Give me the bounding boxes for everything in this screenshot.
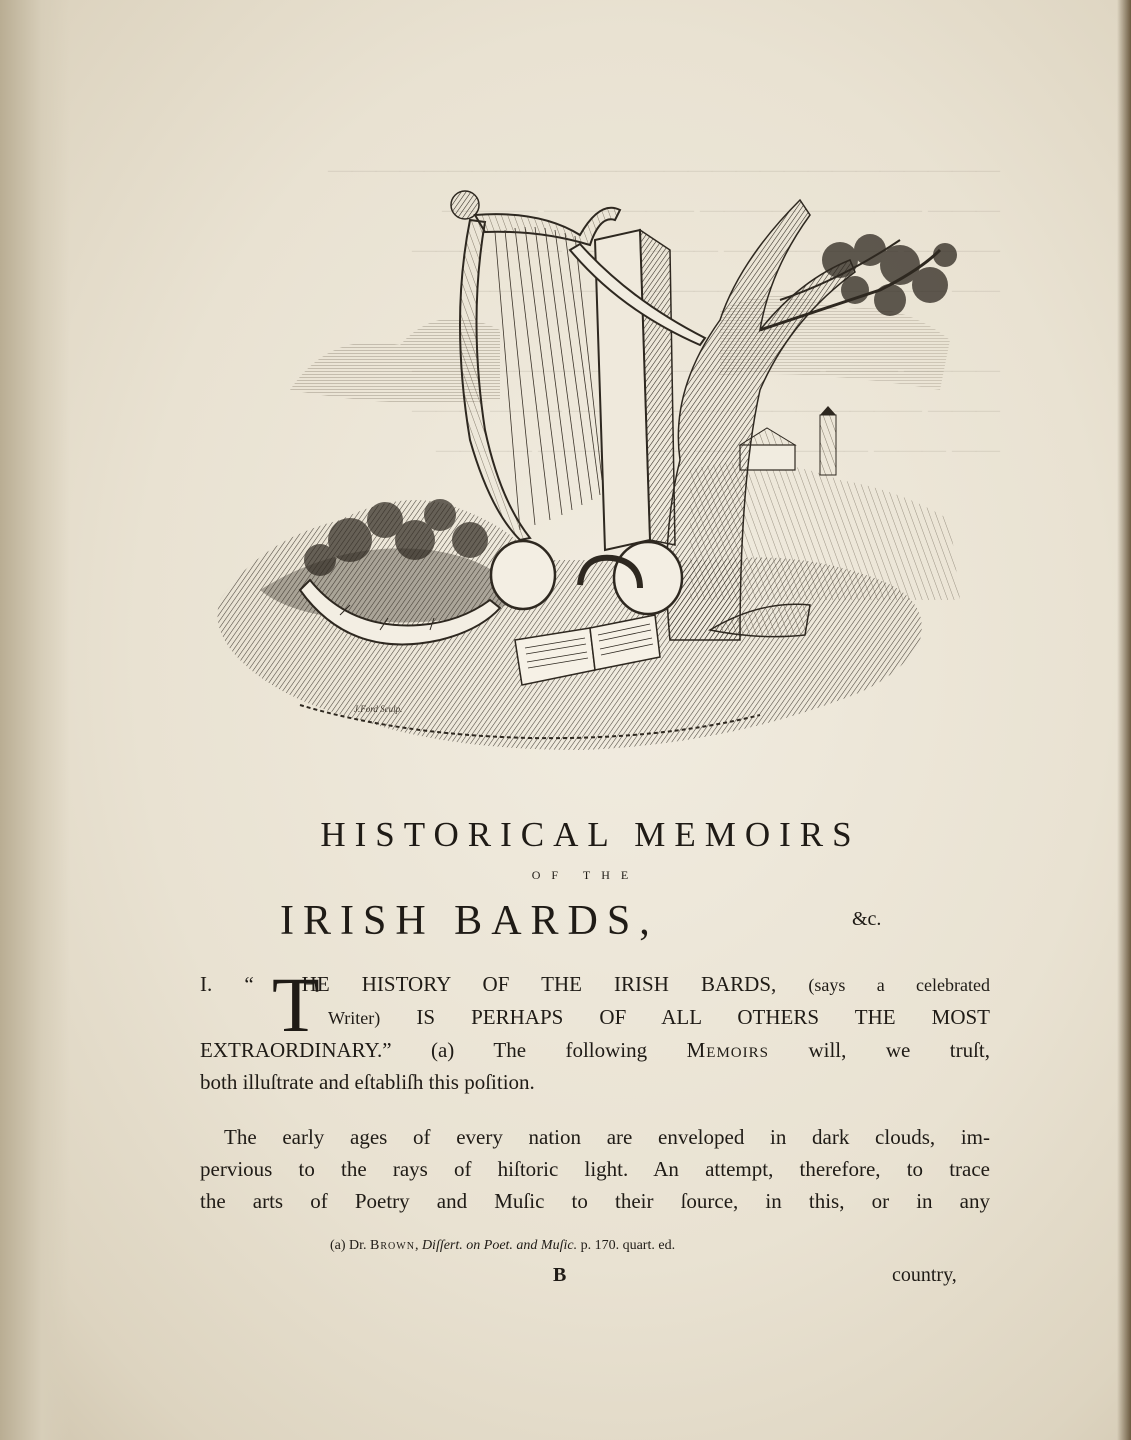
page-edge-shadow [1117, 0, 1131, 1440]
signature-mark: B [553, 1264, 567, 1286]
title-etc: &c. [852, 908, 882, 930]
ring-left [491, 541, 555, 609]
ring-right [614, 542, 682, 614]
paragraph-2-line-1: The early ages of every nation are enveloped in dark clouds, im- [224, 1125, 990, 1149]
paragraph-1 [200, 961, 991, 1098]
page-gutter-shadow [0, 0, 70, 1440]
title-connector: OF THE [531, 868, 640, 882]
harp-vignette-engraving [200, 160, 960, 760]
paragraph-2 [200, 1121, 990, 1217]
section-number: I. “ [200, 972, 254, 996]
catchword: country, [892, 1264, 957, 1286]
paragraph-1-line-4: both illuſtrate and eſtabliſh this poſition. [200, 1070, 535, 1094]
paragraph-1-line-3: EXTRAORDINARY.” (a) The following Memoirs will, we truſt, [200, 1038, 991, 1062]
engraver-signature: J.Ford Sculp. [354, 704, 403, 714]
page-subtitle: IRISH BARDS, [280, 898, 659, 944]
bleed-through-text: ———————————————————————————— ——— ————— ———— ——— ——— ———— ———— ——— ———— ——— ——— ——— ——— —— ——— ——— ———— ———— ————— ——— ———— ——— ——— ——— —— ——— ——— [328, 157, 1000, 463]
paragraph-2-line-3: the arts of Poetry and Muſic to their ſource, in this, or in any [200, 1189, 990, 1213]
footnote: (a) Dr. Brown, Diſſert. on Poet. and Muſic. p. 170. quart. ed. [330, 1238, 676, 1253]
drop-cap: T [272, 961, 320, 1048]
paragraph-2-line-2: pervious to the rays of hiſtoric light. An attempt, therefore, to trace [200, 1157, 990, 1181]
paragraph-1-line-1: I. “ HE HISTORY OF THE IRISH BARDS, (says a celebrated [200, 972, 991, 996]
paragraph-1-line-2: Writer) IS PERHAPS OF ALL OTHERS THE MOST [328, 1005, 991, 1029]
page-title: HISTORICAL MEMOIRS [320, 815, 861, 854]
